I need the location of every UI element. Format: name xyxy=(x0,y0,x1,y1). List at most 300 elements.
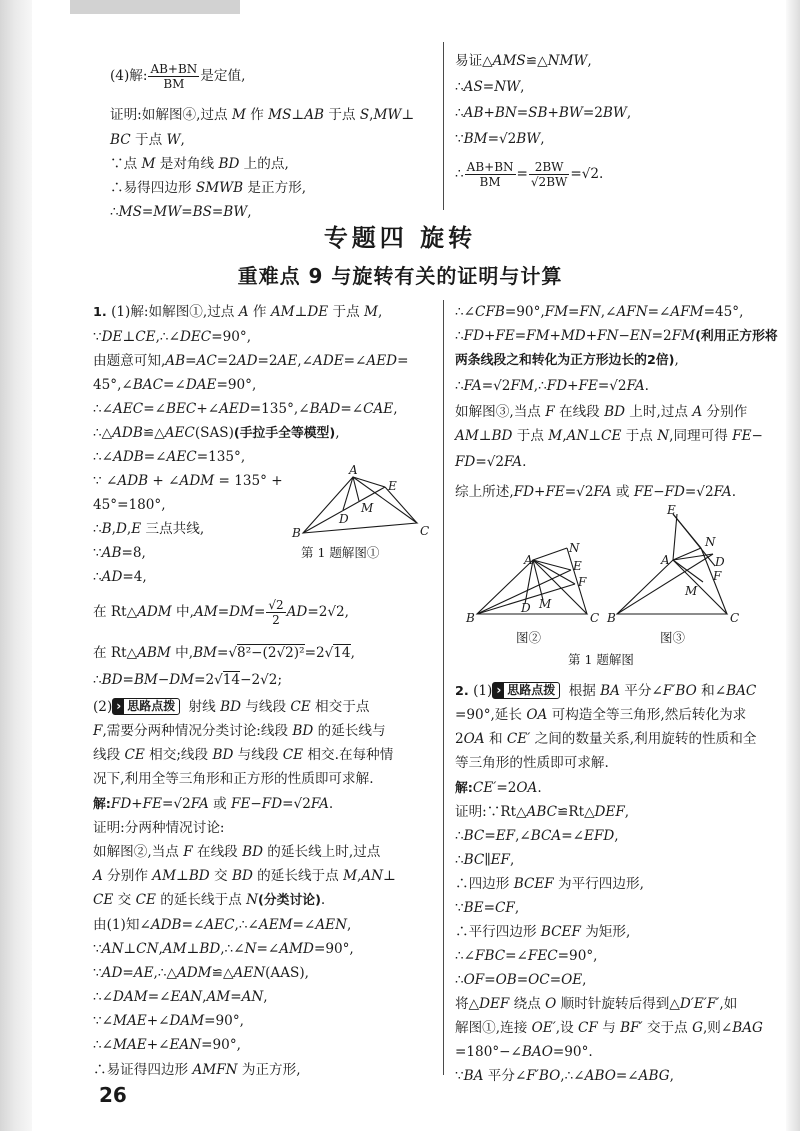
text-run: ⊥ xyxy=(294,304,308,320)
fig3-label-N: N xyxy=(705,535,716,549)
math-variable: ADM xyxy=(179,473,215,489)
math-variable: ABM xyxy=(137,645,171,661)
text-run: = xyxy=(516,105,529,121)
hint-tag-label: 思路点拨 xyxy=(127,699,176,713)
math-variable: BAO xyxy=(521,1044,553,1060)
fig3-label-B: B xyxy=(607,611,616,625)
math-variable: BD xyxy=(242,844,263,860)
math-variable: O xyxy=(545,996,557,1012)
math-variable: BD xyxy=(491,428,513,444)
math-variable: BM xyxy=(193,645,217,661)
text-run: + ∠ xyxy=(148,473,180,489)
math-variable: FA xyxy=(190,796,209,812)
text-line xyxy=(455,706,746,724)
math-variable: AED xyxy=(366,353,398,369)
text-run: ∴ xyxy=(110,204,119,220)
text-run: ≌Rt△ xyxy=(556,804,595,820)
figure-1-caption: 第 1 题解图① xyxy=(301,545,380,560)
text-run: + xyxy=(547,105,559,121)
math-variable: W xyxy=(166,132,181,148)
math-variable: BN xyxy=(494,105,517,121)
text-run: =135°,∠ xyxy=(249,401,310,417)
text-run: ∴ xyxy=(93,569,102,585)
math-variable: ADM xyxy=(137,604,172,620)
text-run: = xyxy=(568,304,580,320)
text-line xyxy=(93,644,355,662)
text-run: =90°, xyxy=(557,948,598,964)
math-variable: BAD xyxy=(309,401,341,417)
text-run: ∥ xyxy=(484,852,491,868)
text-run: =2 xyxy=(216,353,237,369)
math-variable: MAE xyxy=(113,1037,147,1053)
math-variable: BCEF xyxy=(513,876,554,892)
text-line xyxy=(93,819,225,837)
math-variable: AMFN xyxy=(192,1062,238,1078)
math-variable: CE xyxy=(282,747,304,763)
math-variable: FD xyxy=(513,484,535,500)
text-run: 可构造全等三角形,然后转化为求 xyxy=(547,707,747,723)
text-run: , xyxy=(180,132,185,148)
text-run: =√2 xyxy=(282,796,311,812)
math-variable: CN xyxy=(136,941,159,957)
math-variable: FA xyxy=(593,484,612,500)
text-line xyxy=(110,155,289,173)
text-run: =2√2, xyxy=(307,604,349,620)
text-run: , xyxy=(393,401,398,417)
figure-2-caption: 图② xyxy=(516,630,542,645)
text-run: =√2. xyxy=(570,166,604,182)
text-run: , xyxy=(514,900,520,916)
math-variable: FM xyxy=(526,328,550,344)
math-variable: AN xyxy=(566,428,589,444)
text-line xyxy=(93,843,380,861)
math-variable: AM xyxy=(270,304,295,320)
text-line xyxy=(455,453,526,471)
math-variable: F xyxy=(93,723,103,739)
text-run: 于点 xyxy=(512,428,549,444)
text-run: 等三角形的性质即可求解. xyxy=(455,755,609,771)
text-run: (2) xyxy=(93,699,113,715)
math-variable: AD xyxy=(101,965,123,981)
text-run: =2 xyxy=(582,105,603,121)
math-variable: AN xyxy=(101,941,124,957)
text-run: ∴∠ xyxy=(93,401,114,417)
text-run: 上的点, xyxy=(239,156,289,172)
math-variable: AED xyxy=(219,401,250,417)
page-edge-shadow xyxy=(786,0,800,1131)
text-run: , xyxy=(202,989,207,1005)
text-line xyxy=(455,754,609,772)
math-variable: DM xyxy=(229,604,254,620)
math-variable: EAN xyxy=(169,1037,202,1053)
math-variable: AN xyxy=(241,989,264,1005)
math-variable: A xyxy=(93,868,103,884)
math-variable: BD xyxy=(212,747,234,763)
text-run: ∴∠ xyxy=(93,1037,114,1053)
text-run: ,∠ xyxy=(297,353,313,369)
text-line xyxy=(93,328,251,346)
hint-tag xyxy=(492,682,560,699)
math-variable: AD xyxy=(236,353,258,369)
text-run: =√2 xyxy=(564,484,594,500)
math-variable: EFD xyxy=(584,828,615,844)
text-line xyxy=(455,779,542,798)
text-line xyxy=(110,62,245,91)
figure-3-caption: 图③ xyxy=(660,630,686,645)
text-run: , xyxy=(614,828,619,844)
text-run: ⊥ xyxy=(401,107,415,123)
text-run: ∴∠ xyxy=(455,948,476,964)
bold-note: 两条线段之和转化为正方形边长的2倍) xyxy=(455,353,675,368)
text-run: 证明:如解图④,过点 xyxy=(110,107,232,123)
text-run: = xyxy=(482,79,495,95)
fig1-label-A: A xyxy=(349,465,358,477)
math-variable: AD xyxy=(286,604,308,620)
fraction xyxy=(465,160,516,189)
binder-clip xyxy=(70,0,240,14)
math-variable: FE xyxy=(495,328,515,344)
text-line xyxy=(93,424,340,443)
math-variable: BF′ xyxy=(620,1020,643,1036)
text-run: −2√2; xyxy=(240,672,283,688)
text-run: 绕点 xyxy=(509,996,546,1012)
text-run: ,如 xyxy=(719,996,738,1012)
radicand: 14 xyxy=(222,672,241,688)
text-run: ∴ xyxy=(455,166,464,182)
text-run: =135°, xyxy=(196,449,246,465)
text-run: =90°, xyxy=(211,329,252,345)
fig2-label-C: C xyxy=(590,611,600,625)
text-run: 与线段 xyxy=(240,699,291,715)
text-run: =2 xyxy=(651,328,672,344)
text-run: 相交.在每种情 xyxy=(303,747,394,763)
math-variable: ADB xyxy=(150,917,182,933)
text-line xyxy=(110,106,414,124)
text-run: . xyxy=(731,484,737,500)
text-run: = xyxy=(181,204,193,220)
math-variable: FE xyxy=(732,428,752,444)
text-run: 是对角线 xyxy=(155,156,219,172)
text-run: , xyxy=(669,1068,674,1084)
math-variable: BEC xyxy=(165,401,197,417)
math-variable: AD xyxy=(101,569,123,585)
text-run: =180°−∠ xyxy=(455,1044,522,1060)
bold-note: 1. xyxy=(93,305,107,320)
text-run: ∴易得四边形 xyxy=(110,180,196,196)
math-variable: MS xyxy=(118,204,142,220)
math-variable: AE xyxy=(277,353,298,369)
text-run: = xyxy=(217,604,230,620)
math-variable: AB xyxy=(101,545,122,561)
page-number: 26 xyxy=(99,1083,127,1107)
math-variable: SB xyxy=(528,105,548,121)
math-variable: AB xyxy=(165,353,186,369)
fraction-denominator: √2BW xyxy=(530,175,568,189)
math-variable: ADB xyxy=(117,473,149,489)
fig2-label-A: A xyxy=(524,553,533,567)
text-run: − xyxy=(618,328,630,344)
text-run: =∠ xyxy=(163,377,186,393)
text-line xyxy=(93,964,309,982)
math-variable: AMD xyxy=(279,941,314,957)
text-run: =2√ xyxy=(194,672,223,688)
text-run: 易证△ xyxy=(455,53,493,69)
math-variable: M xyxy=(141,156,156,172)
math-variable: FD xyxy=(261,796,283,812)
math-variable: M xyxy=(231,107,246,123)
math-variable: CE xyxy=(93,892,114,908)
fig3-label-E: E xyxy=(667,503,676,517)
math-variable: BD xyxy=(218,156,240,172)
text-run: , xyxy=(335,425,340,441)
text-run: =90°,延长 xyxy=(455,707,527,723)
text-run: ,则∠ xyxy=(702,1020,733,1036)
chevron-right-icon: › xyxy=(493,683,504,698)
fig2-label-M: M xyxy=(539,597,552,611)
math-variable: EN xyxy=(629,328,652,344)
math-variable: CE xyxy=(601,428,622,444)
math-variable: G xyxy=(692,1020,703,1036)
figure-1-diagram xyxy=(285,465,435,545)
text-line xyxy=(110,131,185,149)
math-variable: BE xyxy=(463,900,484,916)
math-variable: OA xyxy=(526,707,548,723)
fraction-numerator: √2 xyxy=(268,598,284,612)
math-variable: CE xyxy=(135,329,156,345)
text-line xyxy=(455,899,519,917)
math-variable: OE xyxy=(561,972,583,988)
text-run: 在 Rt△ xyxy=(93,645,138,661)
text-run: ,设 xyxy=(555,1020,579,1036)
text-line xyxy=(93,544,146,562)
text-line xyxy=(455,851,514,869)
text-run: =90°, xyxy=(504,304,545,320)
math-variable: E xyxy=(131,521,142,537)
fig3-label-D: D xyxy=(715,555,725,569)
math-variable: NW xyxy=(494,79,521,95)
text-run: =√2 xyxy=(684,484,714,500)
text-line xyxy=(93,400,398,418)
math-variable: D′E′F′ xyxy=(679,996,720,1012)
math-variable: BCA xyxy=(530,828,562,844)
text-run: 2 xyxy=(455,731,464,747)
math-variable: FA xyxy=(626,378,645,394)
text-line xyxy=(93,770,374,788)
text-run: ∴ xyxy=(455,79,464,95)
math-variable: MW xyxy=(153,204,182,220)
text-line xyxy=(93,1036,241,1054)
math-variable: F′BO xyxy=(526,1068,561,1084)
text-run: ∵ xyxy=(455,1068,464,1084)
math-variable: D xyxy=(115,521,127,537)
math-variable: BM xyxy=(463,131,488,147)
math-variable: DAM xyxy=(113,989,148,1005)
math-variable: BS xyxy=(192,204,212,220)
text-run: =∠ xyxy=(143,449,167,465)
math-variable: FD xyxy=(463,328,484,344)
math-variable: ABO xyxy=(584,1068,616,1084)
text-line xyxy=(455,377,649,395)
text-run: ∵ xyxy=(93,329,102,345)
text-run: =90°. xyxy=(552,1044,593,1060)
text-run: ∴ xyxy=(93,672,102,688)
fraction-denominator: 2 xyxy=(272,613,280,627)
text-line xyxy=(93,376,256,394)
text-run: , xyxy=(356,868,362,884)
text-run: ∵∠ xyxy=(93,1013,114,1029)
text-run: , xyxy=(247,204,252,220)
math-variable: NMW xyxy=(547,53,588,69)
text-run: =∠ xyxy=(561,828,585,844)
text-line xyxy=(455,403,747,421)
math-variable: AM xyxy=(455,428,479,444)
text-run: = xyxy=(397,353,409,369)
text-line xyxy=(455,1043,593,1061)
math-variable: M xyxy=(343,868,357,884)
math-variable: DEF xyxy=(479,996,510,1012)
text-run: =2 xyxy=(496,780,517,796)
fraction-numerator: 2BW xyxy=(529,160,569,175)
text-line xyxy=(93,698,369,716)
fig2-label-N: N xyxy=(569,541,580,555)
math-variable: MD xyxy=(560,328,586,344)
math-variable: A xyxy=(692,404,703,420)
text-run: 根据 xyxy=(564,683,601,699)
topic-title: 专题四 旋转 xyxy=(323,224,477,252)
math-variable: BC xyxy=(463,852,485,868)
fraction xyxy=(266,598,285,627)
section-title: 重难点 9 与旋转有关的证明与计算 xyxy=(237,264,563,288)
text-line xyxy=(93,1012,244,1030)
text-run: ∵点 xyxy=(110,156,142,172)
text-run: 和∠ xyxy=(696,683,727,699)
text-run: , xyxy=(626,105,632,121)
text-run: + xyxy=(484,328,496,344)
math-variable: M xyxy=(548,428,563,444)
math-variable: BAC xyxy=(726,683,757,699)
text-line xyxy=(93,598,349,627)
math-variable: DE xyxy=(307,304,329,320)
math-variable: BAC xyxy=(132,377,164,393)
math-variable: AEM xyxy=(258,917,293,933)
math-variable: OB xyxy=(495,972,517,988)
text-run: 在 Rt△ xyxy=(93,604,138,620)
math-variable: FA xyxy=(463,378,482,394)
text-run: 于点 xyxy=(130,132,167,148)
math-variable: CF xyxy=(578,1020,598,1036)
math-variable: FA xyxy=(504,454,523,470)
text-run: =∠ xyxy=(147,989,171,1005)
bold-note: (分类讨论) xyxy=(258,893,321,908)
text-run: 的延长线于点 xyxy=(155,892,247,908)
math-variable: ADE xyxy=(313,353,344,369)
text-run: ,需要分两种情况分类讨论:线段 xyxy=(102,723,293,739)
text-run: , xyxy=(158,941,163,957)
math-variable: FD xyxy=(455,454,476,470)
text-run: , xyxy=(587,53,592,69)
math-variable: A xyxy=(238,304,249,320)
text-line xyxy=(455,483,736,501)
text-line xyxy=(93,520,204,538)
math-variable: BD xyxy=(199,941,221,957)
text-line xyxy=(455,875,644,893)
text-run: + xyxy=(483,105,495,121)
math-variable: ADB xyxy=(112,425,143,441)
text-run: ≌△ xyxy=(211,965,234,981)
math-variable: BD xyxy=(231,868,253,884)
text-line xyxy=(93,988,268,1006)
math-variable: BD xyxy=(292,723,314,739)
text-run: ,同理可得 xyxy=(669,428,733,444)
text-run: =8, xyxy=(121,545,146,561)
text-run: =√ xyxy=(216,645,238,661)
text-run: − xyxy=(751,428,763,444)
text-run: 由(1)知∠ xyxy=(93,917,151,933)
text-run: = xyxy=(122,965,134,981)
math-variable: FM xyxy=(544,304,569,320)
text-run: . xyxy=(522,454,527,470)
text-run: ⊥ xyxy=(123,941,137,957)
figure-2-diagram xyxy=(463,540,603,628)
text-run: ∴ xyxy=(455,105,464,121)
text-run: 为正方形, xyxy=(237,1062,301,1078)
text-line xyxy=(455,682,756,701)
text-run: ,∴∠ xyxy=(560,1068,585,1084)
text-run: 相交于点 xyxy=(310,699,370,715)
math-variable: N xyxy=(657,428,670,444)
math-variable: FN xyxy=(597,328,619,344)
text-run: , xyxy=(509,852,515,868)
fig3-label-C: C xyxy=(730,611,740,625)
text-run: 作 xyxy=(245,107,269,123)
math-variable: ADM xyxy=(176,965,212,981)
text-run: = xyxy=(484,828,496,844)
text-line xyxy=(93,671,282,689)
math-variable: AS xyxy=(463,79,483,95)
text-run: =∠ xyxy=(181,917,205,933)
math-variable: FD xyxy=(664,484,685,500)
text-run: = xyxy=(122,672,134,688)
math-variable: AM xyxy=(193,604,218,620)
fraction-numerator: AB+BN xyxy=(466,160,514,174)
text-line xyxy=(455,351,679,370)
column-divider-top xyxy=(443,42,444,210)
text-run: 作 xyxy=(248,304,271,320)
text-line xyxy=(93,448,245,466)
text-run: 于点 xyxy=(324,107,360,123)
text-run: ⊥ xyxy=(291,107,305,123)
text-run: ,∠ xyxy=(515,828,531,844)
math-variable: ABC xyxy=(526,804,557,820)
math-variable: BC xyxy=(110,132,131,148)
text-run: 交 xyxy=(209,868,232,884)
column-divider-main xyxy=(443,300,444,1075)
text-line xyxy=(110,179,306,197)
math-variable: OF xyxy=(463,972,485,988)
text-run: 是正方形, xyxy=(243,180,307,196)
bold-note: (手拉手全等模型) xyxy=(233,426,336,441)
text-run: ,∴△ xyxy=(153,965,177,981)
text-run: 将△ xyxy=(455,996,480,1012)
math-variable: DEC xyxy=(179,329,212,345)
text-run: 综上所述, xyxy=(455,484,514,500)
text-run: , xyxy=(126,521,132,537)
math-variable: AE xyxy=(133,965,154,981)
text-run: =∠ xyxy=(343,353,367,369)
text-run: 交于点 xyxy=(642,1020,693,1036)
text-run: =∠ xyxy=(340,401,364,417)
text-run: 的延长线于点 xyxy=(252,868,344,884)
